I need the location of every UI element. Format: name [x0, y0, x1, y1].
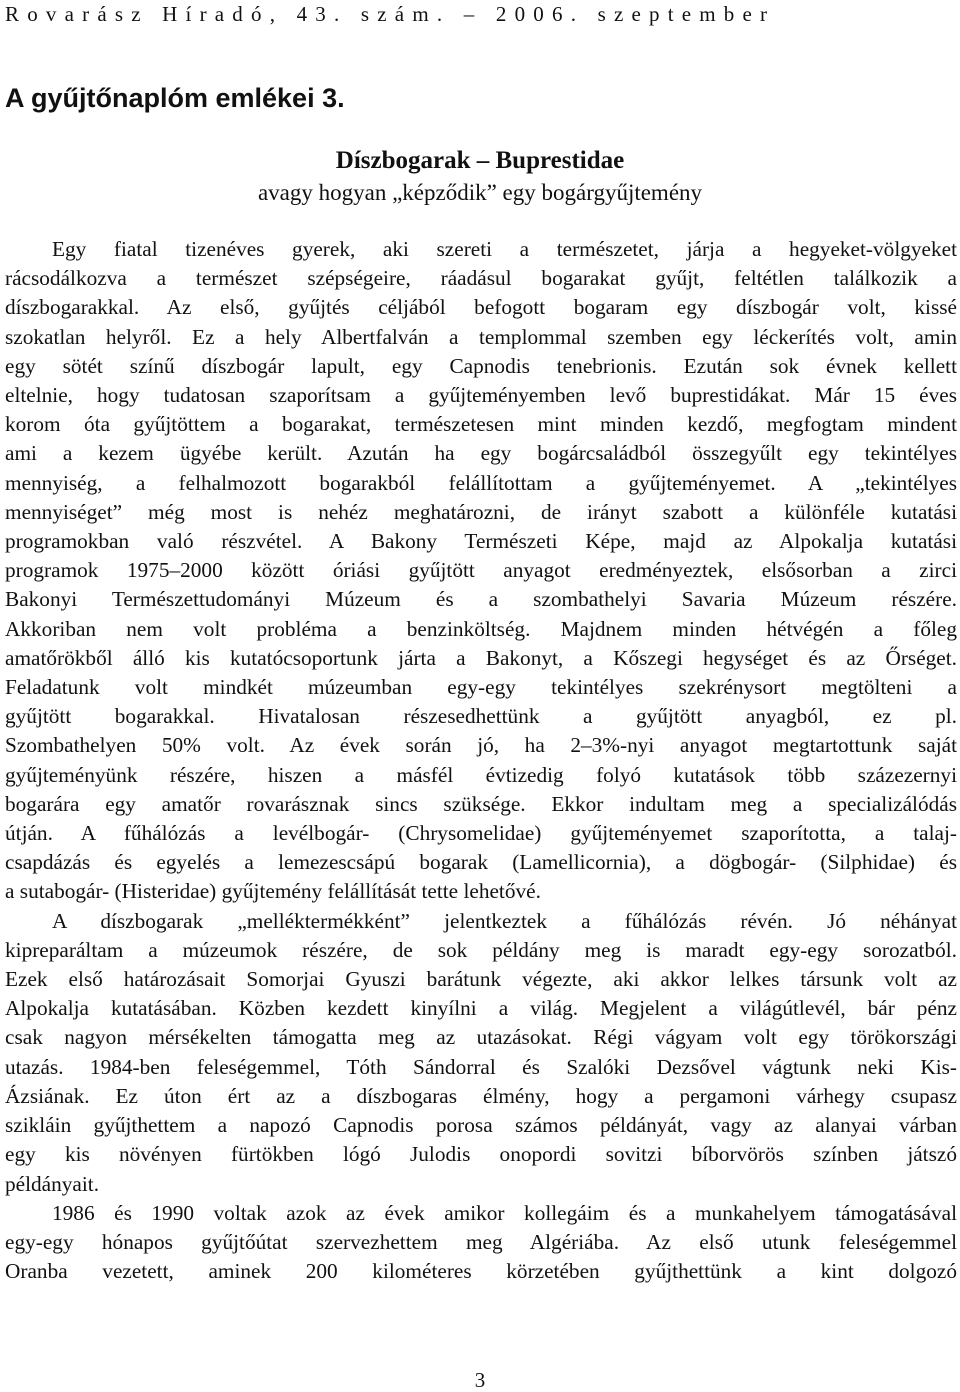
section-subtitle: Díszbogarak – Buprestidae	[335, 147, 625, 174]
body-line: programok 1975–2000 között óriási gyűjtött anyagot eredményeztek, elsősorban a zirci	[5, 558, 957, 583]
body-line: Egy fiatal tizenéves gyerek, aki szereti a természetet, járja a hegyeket-völgyeket	[52, 237, 957, 261]
article-title: A gyűjtőnaplóm emlékei 3.	[5, 83, 345, 113]
body-line: ami a kezem ügyébe került. Azután ha egy bogárcsaládból összegyűlt egy tekintélyes	[5, 441, 957, 466]
body-line: Szombathelyen 50% volt. Az évek során jó, ha 2–3%-nyi anyagot megtartottunk saját	[5, 733, 957, 758]
body-line: programokban való részvétel. A Bakony Természeti Képe, majd az Alpokalja kutatási	[5, 529, 957, 554]
body-line: eltelnie, hogy tudatosan szaporítsam a gyűjteményemben levő buprestidákat. Már 15 éves	[5, 383, 957, 408]
article-body	[5, 235, 957, 1286]
body-line: bogarára egy amatőr rovarásznak sincs szüksége. Ekkor indultam meg a specializálódás	[5, 791, 957, 816]
body-line: rácsodálkozva a természet szépségeire, ráadásul bogarakat gyűjt, feltétlen találkozik a	[5, 266, 957, 291]
body-line: Alpokalja kutatásában. Közben kezdett kinyílni a világ. Megjelent a világútlevél, bár pénz	[5, 996, 957, 1021]
body-line: Oranba vezetett, aminek 200 kilométeres körzetében gyűjthettünk a kint dolgozó	[5, 1259, 957, 1284]
body-line: A díszbogarak „melléktermékként” jelentkeztek a fűhálózás révén. Jó néhányat	[52, 908, 957, 933]
body-line: utazás. 1984-ben feleségemmel, Tóth Sándorral és Szalóki Dezsővel vágtunk neki Kis-	[5, 1054, 957, 1079]
body-line: szikláin gyűjthettem a napozó Capnodis porosa számos példányát, vagy az alanyai várban	[5, 1113, 957, 1138]
body-line: 1986 és 1990 voltak azok az évek amikor kollegáim és a munkahelyem támogatásával	[52, 1200, 957, 1225]
section-subsubtitle: avagy hogyan „képződik” egy bogárgyűjtemény	[257, 180, 703, 205]
body-line: egy-egy hónapos gyűjtőútat szervezhettem meg Algériába. Az első utunk feleségemmel	[5, 1229, 957, 1254]
body-line: kipreparáltam a múzeumok részére, de sok példány meg is maradt egy-egy sorozatból.	[5, 937, 957, 962]
body-line: korom óta gyűjtöttem a bogarakat, természetesen mint minden kezdő, megfogtam mindent	[5, 412, 957, 437]
body-line: Ázsiának. Ez úton ért az a díszbogaras élmény, hogy a pergamoni várhegy csupasz	[5, 1083, 957, 1108]
body-line: Ezek első határozásait Somorjai Gyuszi barátunk végezte, aki akkor lelkes társunk volt az	[5, 967, 957, 992]
body-line: Feladatunk volt mindkét múzeumban egy-egy tekintélyes szekrénysort megtölteni a	[5, 675, 957, 700]
body-line: mennyiséget” még most is nehéz meghatározni, de irányt szabott a különféle kutatási	[5, 499, 957, 524]
body-line: a sutabogár- (Histeridae) gyűjtemény felállítását tette lehetővé.	[5, 879, 541, 904]
body-line: gyűjteményünk részére, hiszen a másfél évtizedig folyó kutatások több százezernyi	[5, 762, 957, 787]
running-header: Rovarász Híradó, 43. szám. – 2006. szeptember	[5, 2, 776, 26]
body-line: csapdázás és egyelés a lemezescsápú bogarak (Lamellicornia), a dögbogár- (Silphidae) és	[5, 850, 957, 875]
body-line: szokatlan helyről. Ez a hely Albertfalván a templommal szemben egy léckerítés volt, amin	[5, 324, 957, 349]
body-line: mennyiség, a felhalmozott bogarakból felállítottam a gyűjteményemet. A „tekintélyes	[5, 470, 957, 495]
body-line: egy sötét színű díszbogár lapult, egy Capnodis tenebrionis. Ezután sok évnek kellett	[5, 353, 957, 378]
body-line: amatőrökből álló kis kutatócsoportunk járta a Bakonyt, a Kőszegi hegységet és az Őrséget.	[5, 645, 957, 670]
body-line: Akkoriban nem volt probléma a benzinköltség. Majdnem minden hétvégén a főleg	[5, 616, 957, 641]
page-number: 3	[474, 1368, 486, 1392]
body-line: Bakonyi Természettudományi Múzeum és a szombathelyi Savaria Múzeum részére.	[5, 587, 957, 612]
body-line: csak nagyon mérsékelten támogatta meg az utazásokat. Régi vágyam volt egy törökországi	[5, 1025, 957, 1050]
body-line: példányait.	[5, 1171, 100, 1196]
body-line: díszbogarakkal. Az első, gyűjtés céljából befogott bogaram egy díszbogár volt, kissé	[5, 295, 957, 320]
body-line: egy kis növényen fürtökben lógó Julodis onopordi sovitzi bíborvörös színben játszó	[5, 1142, 957, 1167]
body-line: gyűjtött bogarakkal. Hivatalosan részesedhettünk a gyűjtött anyagból, ez pl.	[5, 704, 957, 729]
body-line: útján. A fűhálózás a levélbogár- (Chrysomelidae) gyűjteményemet szaporította, a talaj-	[5, 821, 957, 846]
